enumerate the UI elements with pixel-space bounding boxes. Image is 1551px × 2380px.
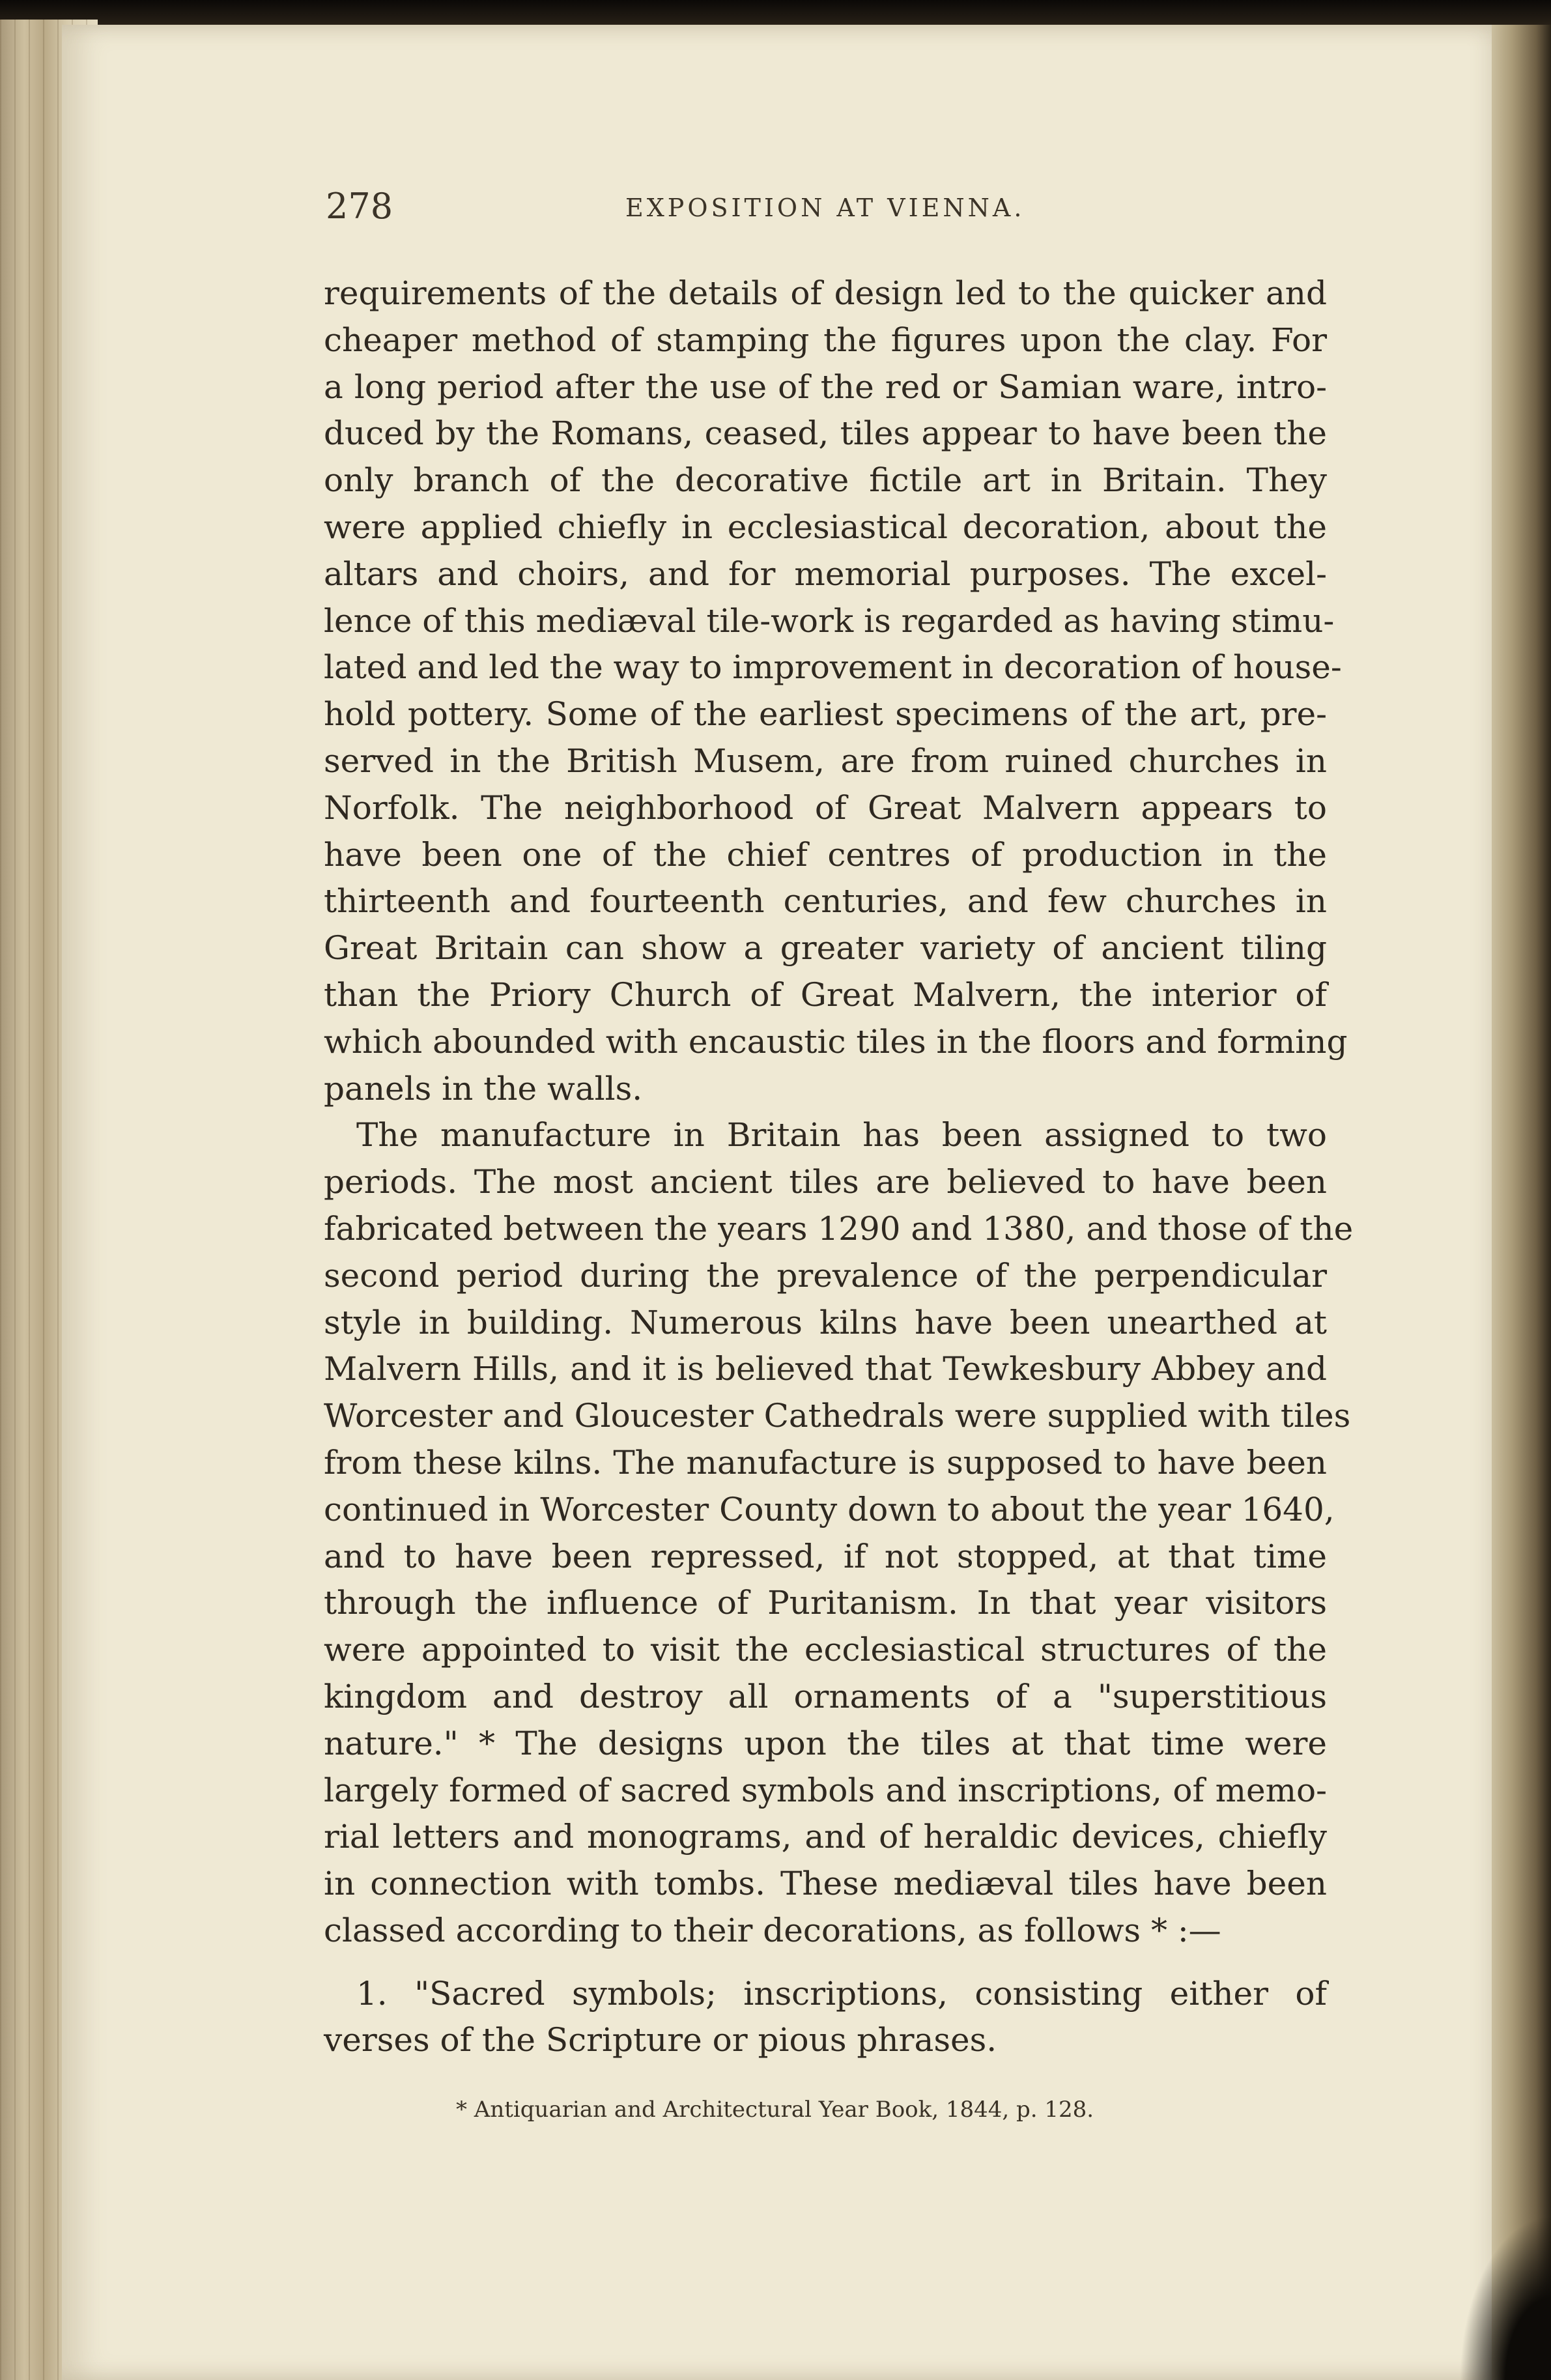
text-line: 1. "Sacred symbols; inscriptions, consisting either of (356, 1974, 1327, 2013)
text-line: served in the British Musem, are from ruined churches in (324, 741, 1327, 780)
list-item (324, 1971, 1327, 2065)
text-line: altars and choirs, and for memorial purposes. The excel- (324, 554, 1327, 593)
book-gutter-right (1492, 25, 1551, 2380)
text-line: largely formed of sacred symbols and inscriptions, of memo- (324, 1771, 1327, 1809)
text-line: in connection with tombs. These mediæval tiles have been (324, 1865, 1327, 1903)
text-line: only branch of the decorative fictile art in Britain. They (324, 461, 1327, 500)
text-line: duced by the Romans, ceased, tiles appear to have been the (324, 414, 1327, 453)
footnote: * Antiquarian and Architectural Year Book, 1844, p. 128. (456, 2097, 1094, 2123)
text-line: continued in Worcester County down to about the year 1640, (324, 1490, 1335, 1528)
text-line: cheaper method of stamping the figures upon the clay. For (324, 321, 1327, 359)
text-line: requirements of the details of design led to the quicker and (324, 274, 1327, 312)
text-line: verses of the Scripture or pious phrases. (324, 2021, 997, 2059)
text-line: lated and led the way to improvement in decoration of house- (324, 648, 1342, 687)
text-line: than the Priory Church of Great Malvern, the interior of (324, 975, 1327, 1014)
page-header (326, 186, 1342, 238)
text-line: periods. The most ancient tiles are believed to have been (324, 1163, 1327, 1201)
text-line: nature." * The designs upon the tiles at that time were (324, 1724, 1327, 1762)
text-line: second period during the prevalence of the perpendicular (324, 1256, 1327, 1295)
text-line: The manufacture in Britain has been assigned to two (356, 1116, 1327, 1154)
corner-shadow (1459, 2215, 1551, 2380)
paragraph-1 (324, 270, 1348, 1112)
text-line: a long period after the use of the red or Samian ware, intro- (324, 367, 1327, 406)
text-line: Great Britain can show a greater variety of ancient tiling (324, 929, 1327, 968)
paragraph-2 (324, 1112, 1354, 1954)
text-line: Malvern Hills, and it is believed that Tewkesbury Abbey and (324, 1350, 1327, 1388)
text-line: thirteenth and fourteenth centuries, and few churches in (324, 882, 1327, 921)
text-line: Norfolk. The neighborhood of Great Malvern appears to (324, 788, 1327, 827)
text-line: from these kilns. The manufacture is supposed to have been (324, 1443, 1327, 1482)
body-text (324, 270, 1354, 2064)
text-line: panels in the walls. (324, 1069, 643, 1108)
text-line: which abounded with encaustic tiles in the floors and forming (324, 1022, 1348, 1061)
text-line: were appointed to visit the ecclesiastical structures of the (324, 1631, 1327, 1669)
text-line: Worcester and Gloucester Cathedrals were supplied with tiles (324, 1397, 1351, 1435)
text-line: classed according to their decorations, as follows * :— (324, 1911, 1221, 1949)
text-line: rial letters and monograms, and of heraldic devices, chiefly (324, 1818, 1327, 1856)
scan-top-edge (0, 0, 1551, 27)
text-line: kingdom and destroy all ornaments of a "superstitious (324, 1677, 1327, 1715)
text-line: fabricated between the years 1290 and 1380, and those of the (324, 1209, 1354, 1248)
text-line: through the influence of Puritanism. In that year visitors (324, 1584, 1327, 1622)
text-line: lence of this mediæval tile-work is regarded as having stimu- (324, 601, 1335, 640)
running-title: EXPOSITION AT VIENNA. (625, 194, 1025, 222)
text-line: and to have been repressed, if not stopped, at that time (324, 1537, 1327, 1575)
text-line: have been one of the chief centres of production in the (324, 835, 1327, 874)
page-number: 278 (326, 186, 393, 227)
text-line: were applied chiefly in ecclesiastical decoration, about the (324, 508, 1327, 546)
text-line: hold pottery. Some of the earliest specimens of the art, pre- (324, 695, 1327, 734)
text-line: style in building. Numerous kilns have been unearthed at (324, 1303, 1327, 1341)
